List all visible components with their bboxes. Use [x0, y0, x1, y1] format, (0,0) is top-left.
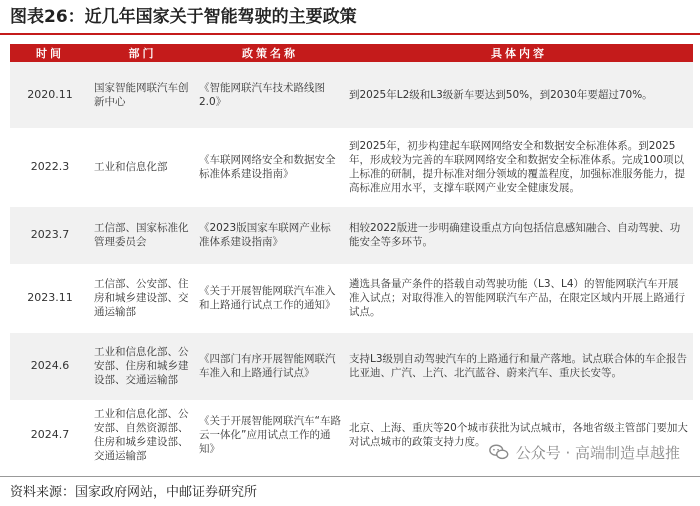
- cell-policy: 《关于开展智能网联汽车“车路云一体化”应用试点工作的通知》: [195, 400, 345, 470]
- cell-policy: 《车联网网络安全和数据安全标准体系建设指南》: [195, 128, 345, 206]
- cell-time: 2023.11: [10, 264, 90, 332]
- table-row: [10, 332, 693, 400]
- cell-time: 2020.11: [10, 62, 90, 128]
- cell-policy: 《四部门有序开展智能网联汽车准入和上路通行试点》: [195, 332, 345, 400]
- cell-time: 2024.6: [10, 332, 90, 400]
- column-header-policy: 政策名称: [195, 44, 345, 62]
- cell-content: 到2025年，初步构建起车联网网络安全和数据安全标准体系。到2025年，形成较为完善的车联网网络安全和数据安全标准体系。完成100项以上标准的研制，提升标准对细分领域的覆盖程度，加强标准服务能力，提高标准应用水平，支撑车联网产业安全健康发展。: [345, 128, 693, 206]
- source-note: 资料来源：国家政府网站，中邮证券研究所: [10, 485, 258, 500]
- cell-dept: 工业和信息化部: [90, 128, 195, 206]
- policy-table: [10, 44, 693, 471]
- table-row: [10, 264, 693, 332]
- table-header-row: [10, 44, 693, 62]
- cell-dept: 工信部、国家标准化管理委员会: [90, 206, 195, 264]
- cell-dept: 国家智能网联汽车创新中心: [90, 62, 195, 128]
- cell-policy: 《关于开展智能网联汽车准入和上路通行试点工作的通知》: [195, 264, 345, 332]
- cell-dept: 工业和信息化部、公安部、自然资源部、住房和城乡建设部、交通运输部: [90, 400, 195, 470]
- column-header-content: 具体内容: [345, 44, 693, 62]
- cell-policy: 《2023版国家车联网产业标准体系建设指南》: [195, 206, 345, 264]
- watermark: [488, 441, 680, 463]
- table-row: [10, 62, 693, 128]
- cell-content: 到2025年L2级和L3级新车要达到50%，到2030年要超过70%。: [345, 62, 693, 128]
- cell-time: 2024.7: [10, 400, 90, 470]
- cell-time: 2022.3: [10, 128, 90, 206]
- column-header-dept: 部门: [90, 44, 195, 62]
- source-divider: [0, 476, 700, 477]
- cell-content: 遴选具备量产条件的搭载自动驾驶功能（L3、L4）的智能网联汽车开展准入试点；对取得准入的智能网联汽车产品，在限定区域内开展上路通行试点。: [345, 264, 693, 332]
- column-header-time: 时间: [10, 44, 90, 62]
- page-title: 图表26：近几年国家关于智能驾驶的主要政策: [10, 7, 357, 27]
- wechat-icon: [488, 441, 510, 463]
- cell-dept: 工信部、公安部、住房和城乡建设部、交通运输部: [90, 264, 195, 332]
- cell-time: 2023.7: [10, 206, 90, 264]
- cell-policy: 《智能网联汽车技术路线图2.0》: [195, 62, 345, 128]
- cell-content: 支持L3级别自动驾驶汽车的上路通行和量产落地。试点联合体的车企报告比亚迪、广汽、上汽、北汽蓝谷、蔚来汽车、重庆长安等。: [345, 332, 693, 400]
- cell-dept: 工业和信息化部、公安部、住房和城乡建设部、交通运输部: [90, 332, 195, 400]
- title-divider: [0, 33, 700, 35]
- table-row: [10, 128, 693, 206]
- watermark-text: 公众号 · 高端制造卓越推: [515, 443, 680, 462]
- table-row: [10, 206, 693, 264]
- cell-content: 北京、上海、重庆等20个城市获批为试点城市，各地省级主管部门要加大对试点城市的政策支持力度。: [345, 400, 693, 470]
- cell-content: 相较2022版进一步明确建设重点方向包括信息感知融合、自动驾驶、功能安全等多环节。: [345, 206, 693, 264]
